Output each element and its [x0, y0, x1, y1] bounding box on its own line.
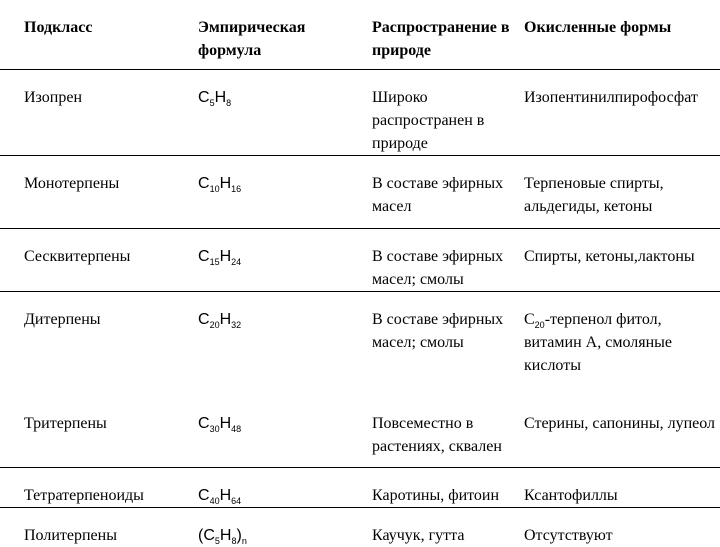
cell-distribution: Каротины, фитоин [372, 486, 500, 504]
cell-distribution: В составе эфирных масел; смолы [372, 247, 504, 288]
table-row [0, 69, 720, 155]
header-formula: Эмпирическая формула [198, 19, 306, 59]
cell-subclass: Изопрен [24, 88, 83, 106]
cell-subclass: Политерпены [24, 526, 117, 544]
table-row [0, 396, 720, 467]
cell-oxidized: Спирты, кетоны,лактоны [524, 247, 695, 265]
header-distribution: Распространение в природе [372, 19, 510, 59]
header-subclass: Подкласс [24, 19, 93, 36]
cell-subclass: Дитерпены [24, 310, 101, 328]
cell-oxidized: Отсутствуют [524, 526, 613, 544]
header-row [0, 0, 720, 69]
table-row [0, 467, 720, 507]
cell-distribution: Каучук, гутта [372, 526, 465, 544]
cell-distribution: В составе эфирных масел [372, 174, 504, 215]
header-oxidized: Окисленные формы [524, 19, 672, 36]
cell-subclass: Монотерпены [24, 174, 120, 192]
cell-formula: $C_{20}H_{32}$ [198, 310, 242, 330]
cell-formula: $C_{30}H_{48}$ [198, 415, 242, 434]
cell-distribution: Повсеместно в растениях, сквален [372, 415, 502, 455]
cell-oxidized: Стерины, сапонины, лупеол [524, 415, 716, 432]
cell-oxidized: Изопентинилпирофосфат [524, 88, 698, 106]
cell-oxidized: Ксантофиллы [524, 486, 618, 504]
cell-formula: $C_5H_8$ [198, 88, 232, 108]
cell-formula: $(C_5H_8)_n$ [198, 526, 247, 546]
cell-subclass: Тритерпены [24, 415, 107, 432]
cell-formula: $C_{10}H_{16}$ [198, 174, 242, 194]
cell-oxidized: $C_{20}$-терпенол фитол, витамин А, смоляные кислоты [524, 310, 672, 374]
cell-formula: $C_{40}H_{64}$ [198, 486, 242, 506]
table-row [0, 507, 720, 547]
cell-distribution: Широко распространен в природе [372, 88, 485, 152]
table-row [0, 228, 720, 291]
table-row [0, 291, 720, 396]
cell-distribution: В составе эфирных масел; смолы [372, 310, 504, 351]
cell-oxidized: Терпеновые спирты, альдегиды, кетоны [524, 174, 664, 215]
cell-subclass: Сесквитерпены [24, 247, 131, 265]
cell-formula: $C_{15}H_{24}$ [198, 247, 242, 267]
cell-subclass: Тетратерпеноиды [24, 486, 144, 504]
table-row [0, 155, 720, 228]
